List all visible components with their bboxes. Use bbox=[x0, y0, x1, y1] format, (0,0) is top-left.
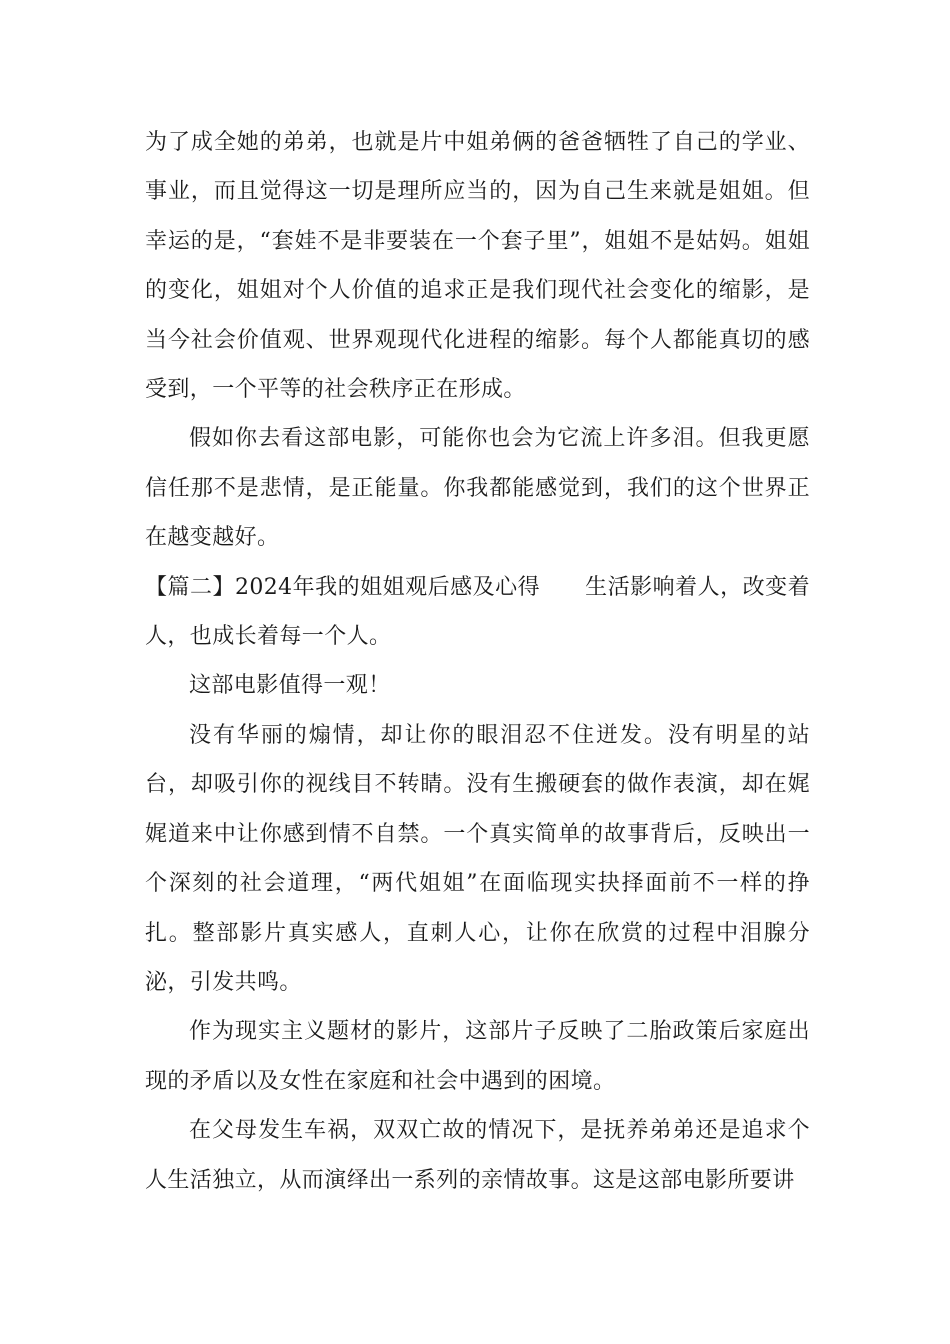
document-body bbox=[145, 118, 810, 1205]
paragraph: 作为现实主义题材的影片，这部片子反映了二胎政策后家庭出现的矛盾以及女性在家庭和社会中遇到的困境。 bbox=[145, 1019, 810, 1094]
paragraph: 没有华丽的煽情，却让你的眼泪忍不住迸发。没有明星的站台，却吸引你的视线目不转睛。没有生搬硬套的做作表演，却在娓娓道来中让你感到情不自禁。一个真实简单的故事背后，反映出一个深刻的社会道理，“两代姐姐”在面临现实抉择面前不一样的挣扎。整部影片真实感人，直刺人心，让你在欣赏的过程中泪腺分泌，引发共鸣。 bbox=[145, 722, 810, 995]
paragraph: 在父母发生车祸，双双亡故的情况下，是抚养弟弟还是追求个人生活独立，从而演绎出一系列的亲情故事。这是这部电影所要讲 bbox=[145, 1118, 810, 1193]
section-heading: 【篇二】2024年我的姐姐观后感及心得 bbox=[145, 574, 541, 600]
section-lead-text: 生活影响着人，改变着人，也成长着每一个人。 bbox=[145, 574, 810, 650]
paragraph: 这部电影值得一观！ bbox=[189, 673, 391, 699]
section-heading-paragraph bbox=[145, 563, 810, 662]
paragraph: 假如你去看这部电影，可能你也会为它流上许多泪。但我更愿信任那不是悲情，是正能量。你我都能感觉到，我们的这个世界正在越变越好。 bbox=[145, 426, 810, 551]
heading-gap bbox=[540, 575, 585, 600]
paragraph-continuation: 为了成全她的弟弟，也就是片中姐弟俩的爸爸牺牲了自己的学业、事业，而且觉得这一切是理所应当的，因为自己生来就是姐姐。但幸运的是，“套娃不是非要装在一个套子里”，姐姐不是姑妈。姐姐的变化，姐姐对个人价值的追求正是我们现代社会变化的缩影，是当今社会价值观、世界观现代化进程的缩影。每个人都能真切的感受到，一个平等的社会秩序正在形成。 bbox=[145, 130, 810, 403]
